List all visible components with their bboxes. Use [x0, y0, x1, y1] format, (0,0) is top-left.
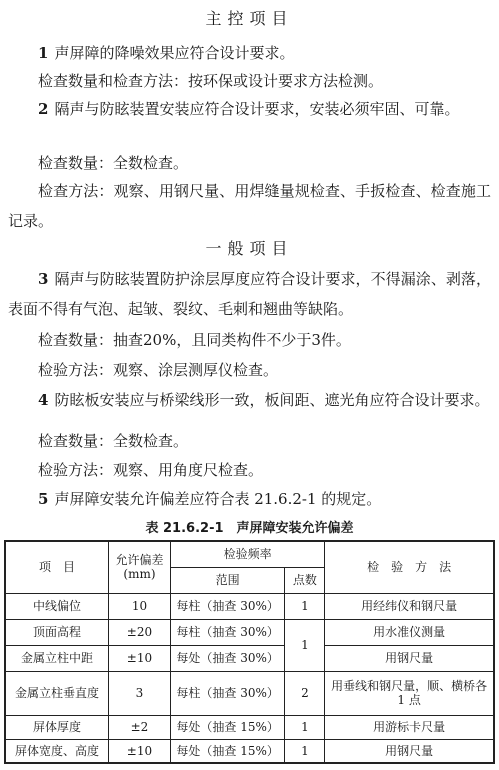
cell-item: 金属立柱中距 — [5, 645, 109, 671]
cell-item: 顶面高程 — [5, 619, 109, 645]
cell-points: 1 — [285, 593, 325, 619]
header-method: 检 验 方 法 — [325, 541, 494, 593]
clause-text: 声屏障安装允许偏差应符合表 21.6.2-1 的规定。 — [54, 490, 382, 508]
clause-text: 隔声与防眩装置防护涂层厚度应符合设计要求，不得漏涂、剥落，表面不得有气泡、起皱、裂纹、毛刺和翘曲等缺陷。 — [8, 270, 491, 318]
cell-method: 用钢尺量 — [325, 739, 494, 763]
clause-3 — [8, 264, 491, 324]
clause-2 — [8, 94, 491, 124]
check-line: 检验方法：观察、用角度尺检查。 — [38, 461, 264, 479]
cell-points: 2 — [285, 671, 325, 715]
cell-tolerance: 10 — [109, 593, 171, 619]
table-row — [5, 593, 494, 619]
section-heading-main-control: 主控项目 — [205, 9, 294, 28]
table-caption: 表 21.6.2-1 声屏障安装允许偏差 — [145, 521, 354, 536]
cell-method: 用水准仪测量 — [325, 619, 494, 645]
table-row — [5, 715, 494, 739]
header-tolerance-unit: (mm) — [123, 567, 156, 582]
section-heading-general: 一般项目 — [205, 239, 294, 258]
cell-item: 中线偏位 — [5, 593, 109, 619]
cell-scope: 每处（抽查 15%） — [170, 715, 285, 739]
cell-scope: 每柱（抽查 30%） — [170, 619, 285, 645]
check-line: 检查数量：全数检查。 — [38, 432, 189, 450]
table-row — [5, 619, 494, 645]
cell-item: 屏体宽度、高度 — [5, 739, 109, 763]
cell-tolerance: ±2 — [109, 715, 171, 739]
table-row — [5, 739, 494, 763]
check-line: 检查数量：全数检查。 — [38, 154, 189, 172]
clause-number: 3 — [38, 270, 49, 288]
check-method-paragraph: 检查方法：观察、用钢尺量、用焊缝量规检查、手扳检查、检查施工记录。 — [8, 182, 491, 230]
cell-scope: 每柱（抽查 30%） — [170, 593, 285, 619]
cell-scope: 每处（抽查 30%） — [170, 645, 285, 671]
cell-scope: 每处（抽查 15%） — [170, 739, 285, 763]
cell-points: 1 — [285, 619, 325, 671]
cell-method: 用经纬仪和钢尺量 — [325, 593, 494, 619]
clause-text: 声屏障的降噪效果应符合设计要求。 — [54, 44, 295, 62]
cell-points: 1 — [285, 715, 325, 739]
table-row — [5, 645, 494, 671]
header-points: 点数 — [285, 567, 325, 593]
table-header-row — [5, 541, 494, 567]
cell-item: 金属立柱垂直度 — [5, 671, 109, 715]
check-line: 检查数量：抽查20%，且同类构件不少于3件。 — [38, 331, 351, 349]
cell-method: 用垂线和钢尺量，顺、横桥各 1 点 — [325, 671, 494, 715]
clause-number: 4 — [38, 391, 49, 409]
cell-tolerance: ±20 — [109, 619, 171, 645]
cell-method: 用钢尺量 — [325, 645, 494, 671]
header-scope: 范围 — [170, 567, 285, 593]
clause-5 — [38, 484, 493, 514]
header-item: 项 目 — [5, 541, 109, 593]
clause-1 — [38, 38, 493, 68]
clause-number: 5 — [38, 490, 49, 508]
cell-points: 1 — [285, 739, 325, 763]
clause-4 — [8, 385, 491, 415]
cell-item: 屏体厚度 — [5, 715, 109, 739]
header-frequency: 检验频率 — [170, 541, 324, 567]
cell-scope: 每柱（抽查 30%） — [170, 671, 285, 715]
cell-method: 用游标卡尺量 — [325, 715, 494, 739]
cell-tolerance: ±10 — [109, 739, 171, 763]
clause-number: 2 — [38, 100, 49, 118]
check-line: 检验方法：观察、涂层测厚仪检查。 — [38, 361, 279, 379]
cell-tolerance: 3 — [109, 671, 171, 715]
cell-tolerance: ±10 — [109, 645, 171, 671]
header-tolerance — [109, 541, 171, 593]
tolerance-table — [4, 540, 495, 764]
clause-number: 1 — [38, 44, 49, 62]
clause-text: 防眩板安装应与桥梁线形一致，板间距、遮光角应符合设计要求。 — [54, 391, 490, 409]
header-tolerance-label: 允许偏差 — [115, 553, 164, 568]
check-line: 检查数量和检查方法：按环保或设计要求方法检测。 — [38, 72, 384, 90]
clause-text: 隔声与防眩装置安装应符合设计要求，安装必须牢固、可靠。 — [54, 100, 460, 118]
table-row — [5, 671, 494, 715]
